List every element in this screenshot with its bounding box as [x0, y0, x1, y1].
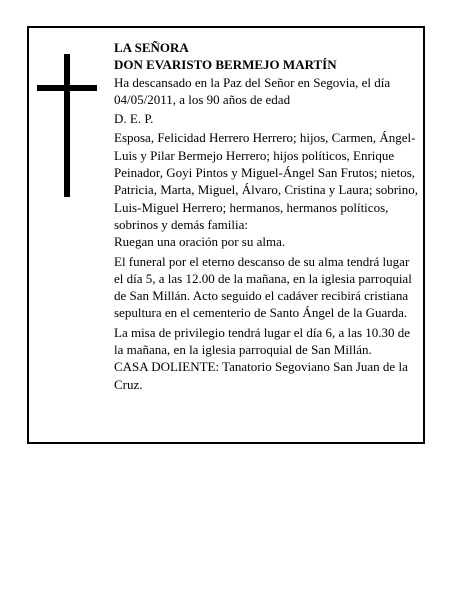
- notice-text: [114, 39, 420, 393]
- cross-vertical-bar: [64, 54, 70, 197]
- house-paragraph: CASA DOLIENTE: Tanatorio Segoviano San Juan de la Cruz.: [114, 359, 408, 392]
- funeral-paragraph: El funeral por el eterno descanso de su alma tendrá lugar el día 5, a las 12.00 de la mañana, en la iglesia parroquial de San Millán. Acto seguido el cadáver recibirá cristiana sepultura en el cementerio de Santo Ángel de la Guarda.: [114, 253, 412, 321]
- prayer-request: Ruegan una oración por su alma.: [114, 234, 286, 250]
- mass-paragraph: La misa de privilegio tendrá lugar el día 6, a las 10.30 de la mañana, en la iglesia parroquial de San Millán.: [114, 324, 411, 358]
- latin-cross-icon: [37, 54, 97, 197]
- cross-horizontal-bar: [37, 85, 97, 91]
- rip-line: D. E. P.: [114, 111, 154, 127]
- heading-title: LA SEÑORA: [114, 40, 189, 55]
- deceased-name: DON EVARISTO BERMEJO MARTÍN: [114, 57, 337, 73]
- passing-statement: Ha descansado en la Paz del Señor en Segovia, el día 04/05/2011, a los 90 años de edad: [114, 74, 391, 107]
- family-paragraph: Esposa, Felicidad Herrero Herrero; hijos, Carmen, Ángel-Luis y Pilar Bermejo Herrero; hijos políticos, Enrique Peinador, Goyi Pintos y Miguel-Ángel San Frutos; nietos, Patricia, Marta, Miguel, Álvaro, Cristina y Laura; sobrino, Luis-Miguel Herrero; hermanos, hermanos políticos, sobrinos y demás familia:: [114, 130, 418, 232]
